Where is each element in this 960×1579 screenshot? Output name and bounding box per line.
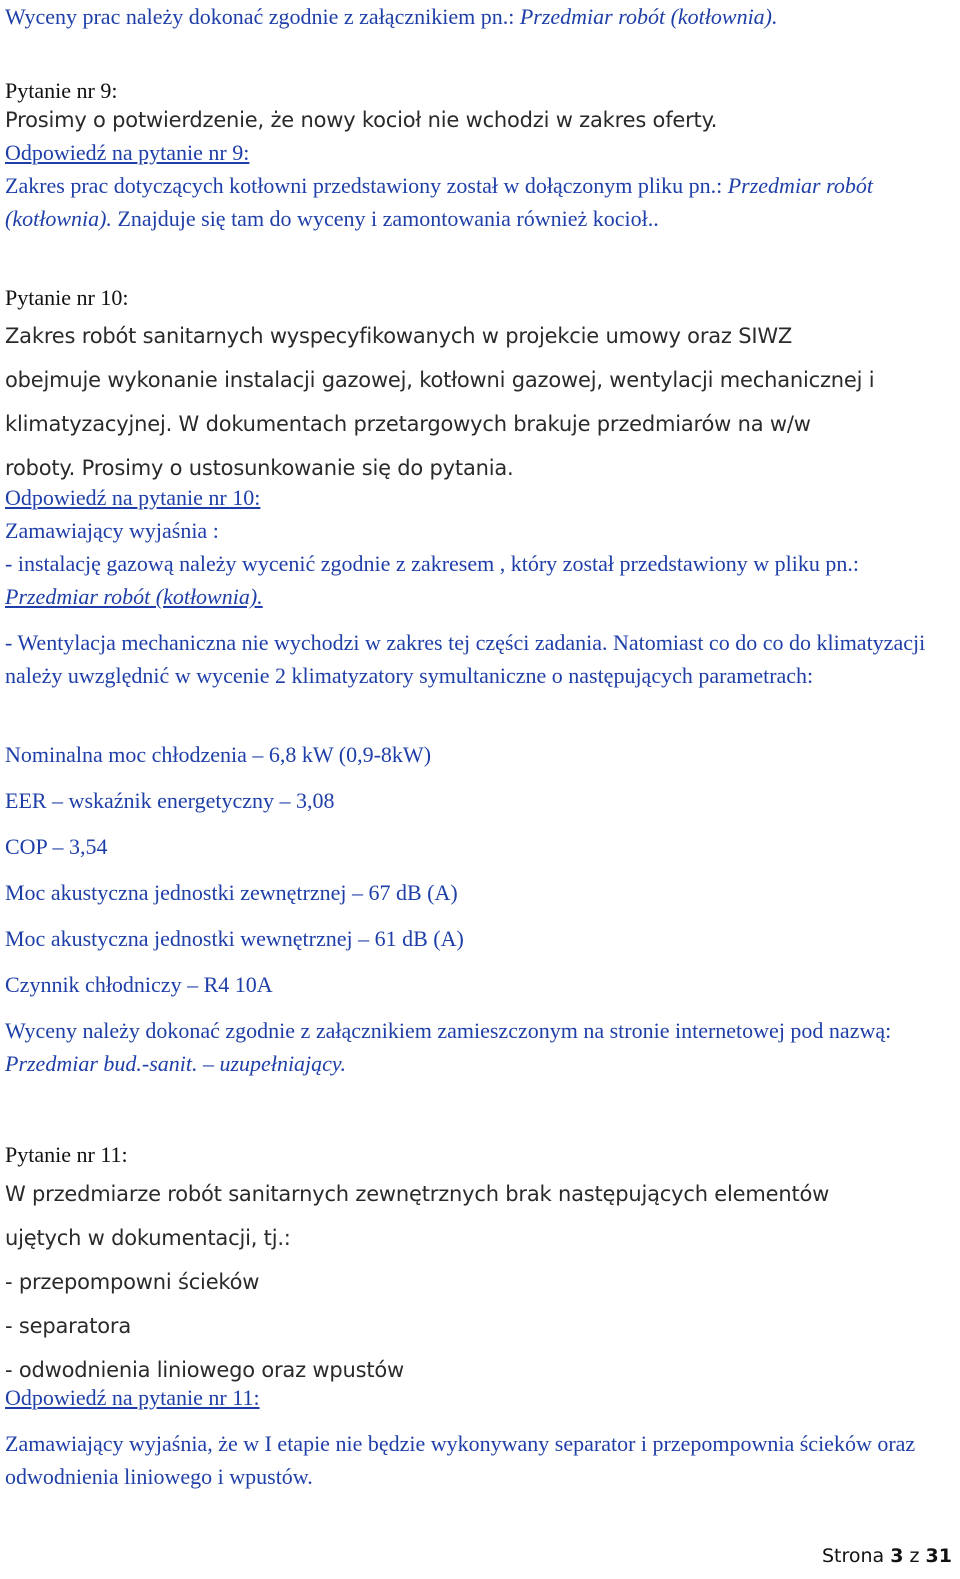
question-10-scan [5,314,874,490]
scan-line: W przedmiarze robót sanitarnych zewnętrznych brak następujących elementów [5,1182,830,1206]
param-line: Czynnik chłodniczy – R4 10A [5,972,273,997]
param-line: Moc akustyczna jednostki wewnętrznej – 61 dB (A) [5,926,464,951]
question-10-heading: Pytanie nr 10: [5,285,129,310]
question-9-scan: Prosimy o potwierdzenie, że nowy kocioł nie wchodzi w zakres oferty. [5,108,718,132]
scan-line: Zakres robót sanitarnych wyspecyfikowanych w projekcie umowy oraz SIWZ [5,324,793,348]
answer-11-heading: Odpowiedź na pytanie nr 11: [5,1385,260,1410]
question-11-heading: Pytanie nr 11: [5,1142,128,1167]
answer-10-point-2: - Wentylacja mechaniczna nie wychodzi w zakres tej części zadania. Natomiast co do co do klimatyzacji należy uwzględnić w wycenie 2 klimatyzatory symultaniczne o następujących parametrach: [5,630,926,688]
scan-line: roboty. Prosimy o ustosunkowanie się do pytania. [5,456,514,480]
answer-10-heading: Odpowiedź na pytanie nr 10: [5,485,261,510]
answer-10-closing: Wyceny należy dokonać zgodnie z załącznikiem zamieszczonym na stronie internetowej pod nazwą: Przedmiar bud.-sanit. – uzupełniający. [5,1018,892,1076]
param-line: EER – wskaźnik energetyczny – 3,08 [5,788,335,813]
param-line: Nominalna moc chłodzenia – 6,8 kW (0,9-8kW) [5,742,432,767]
answer-9-heading: Odpowiedź na pytanie nr 9: [5,140,250,165]
scan-line: - przepompowni ścieków [5,1270,260,1294]
answer-11-text: Zamawiający wyjaśnia, że w I etapie nie będzie wykonywany separator i przepompownia ścieków oraz odwodnienia liniowego i wpustów. [5,1431,916,1489]
scan-line: ujętych w dokumentacji, tj.: [5,1226,291,1250]
scan-line: - separatora [5,1314,131,1338]
scan-line: - odwodnienia liniowego oraz wpustów [5,1358,405,1382]
answer-10-point-1: - instalację gazową należy wycenić zgodnie z zakresem , który został przedstawiony w pliku pn.: Przedmiar robót (kotłownia). [5,551,860,609]
answer-10-intro: Zamawiający wyjaśnia : [5,518,219,543]
param-line: COP – 3,54 [5,834,108,859]
answer-9-text: Zakres prac dotyczących kotłowni przedstawiony został w dołączonym pliku pn.: Przedmiar robót (kotłownia). Znajduje się tam do wyceny i zamontowania również kocioł.. [5,173,873,231]
intro-line: Wyceny prac należy dokonać zgodnie z załącznikiem pn.: Przedmiar robót (kotłownia). [5,4,778,29]
page-number: Strona 3 z 31 [821,1545,952,1567]
question-9-heading: Pytanie nr 9: [5,78,118,103]
question-11-scan [5,1172,829,1392]
scan-line: obejmuje wykonanie instalacji gazowej, kotłowni gazowej, wentylacji mechanicznej i [5,368,875,392]
param-line: Moc akustyczna jednostki zewnętrznej – 67 dB (A) [5,880,458,905]
scan-line: klimatyzacyjnej. W dokumentach przetargowych brakuje przedmiarów na w/w [5,412,811,436]
